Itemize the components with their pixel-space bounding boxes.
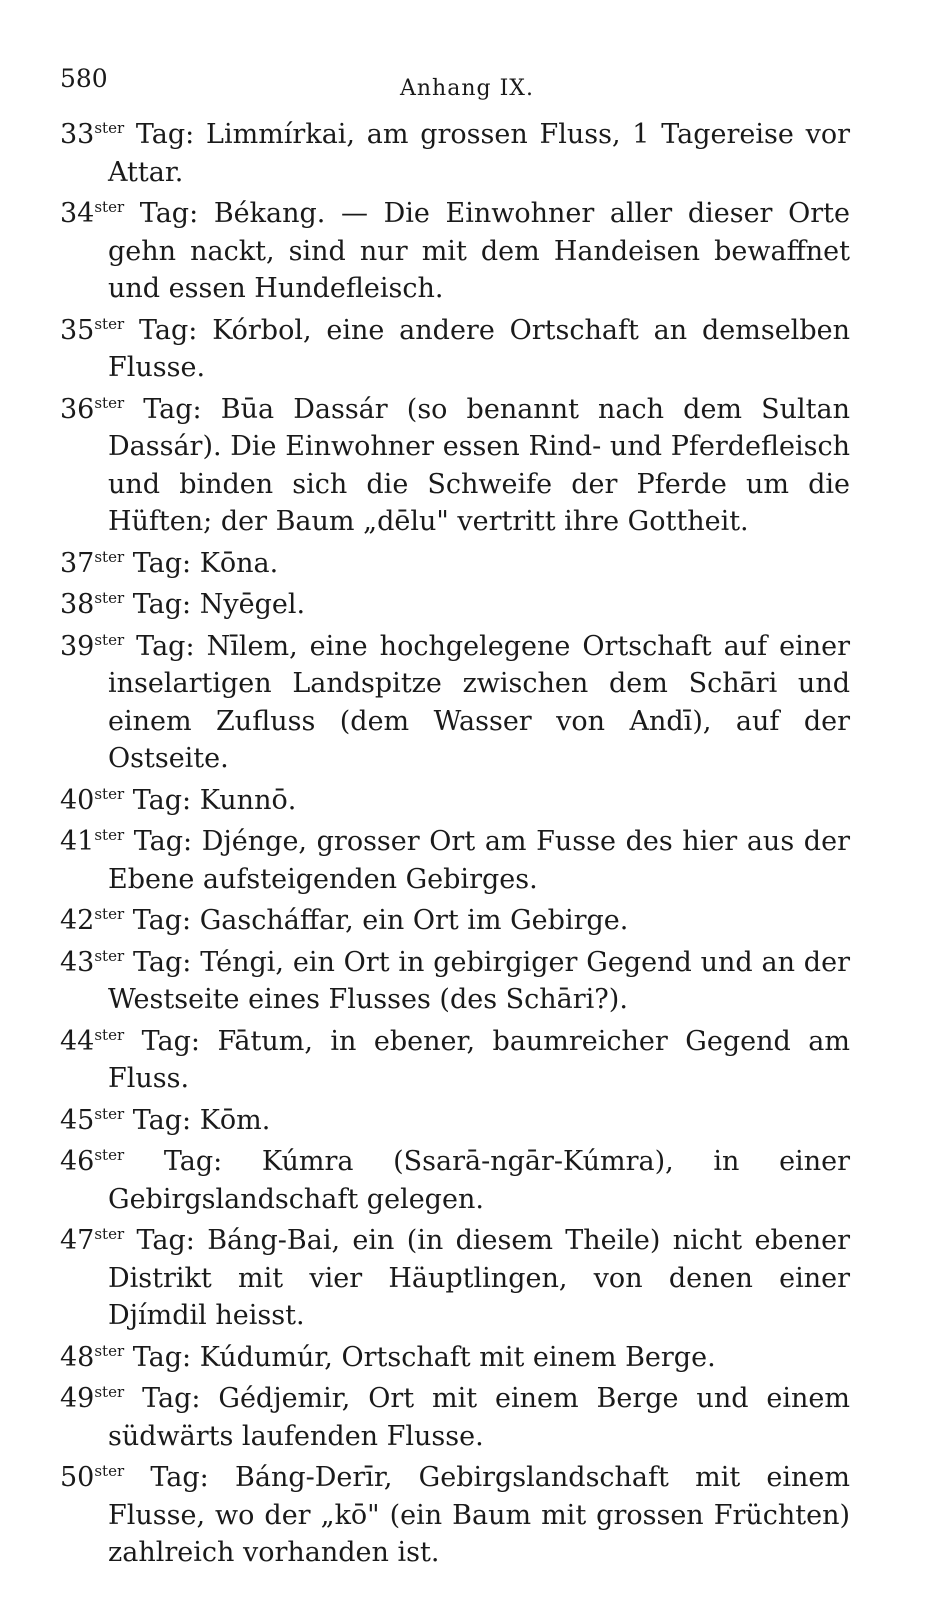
day-label: Tag: [132,905,192,936]
day-suffix: ster [94,1225,125,1243]
day-suffix: ster [94,547,125,566]
entry-text: Nyēgel. [199,589,306,620]
entry-text: Djénge, grosser Ort am Fusse des hier aus der Ebene aufsteigenden Gebirges. [108,826,850,895]
itinerary-entry [60,312,850,387]
entry-text: Limmírkai, am grossen Fluss, 1 Tagereise vor Attar. [108,119,850,188]
day-label: Tag: [136,630,195,662]
day-suffix: ster [94,119,125,137]
day-label: Tag: [138,314,198,346]
day-label: Tag: [132,784,192,816]
day-suffix: ster [94,314,125,333]
day-label: Tag: [132,1104,192,1136]
day-number: 48 [60,1341,95,1373]
day-label: Tag: [132,589,192,620]
running-title: Anhang IX. [400,76,534,101]
running-head [60,64,860,104]
entry-text: Báng-Derīr, Gebirgslandschaft mit einem Flusse, wo der „kō" (ein Baum mit grossen Früchten) zahlreich vorhanden ist. [108,1462,850,1568]
entry-text: Báng-Bai, ein (in diesem Theile) nicht ebener Distrikt mit vier Häuptlingen, von denen einer Djímdil heisst. [108,1225,850,1331]
itinerary-entry [60,1459,850,1572]
itinerary-entries [60,116,850,1576]
day-number: 34 [60,198,95,229]
day-label: Tag: [150,1462,209,1493]
day-suffix: ster [94,905,125,923]
entry-text: Téngi, ein Ort in gebirgiger Gegend und an der Westseite eines Flusses (des Schāri?). [108,946,850,1015]
itinerary-entry [60,1102,850,1140]
day-number: 41 [60,826,95,857]
day-label: Tag: [132,946,192,978]
entry-text: Békang. — Die Einwohner aller dieser Orte gehn nackt, sind nur mit dem Handeisen bewaffnet und essen Hundefleisch. [108,198,850,304]
day-suffix: ster [94,589,125,607]
day-label: Tag: [142,1383,201,1414]
entry-text: Kúmra (Ssarā-ngār-Kúmra), in einer Gebirgslandschaft gelegen. [108,1146,850,1215]
day-label: Tag: [132,547,192,579]
day-label: Tag: [133,826,193,857]
entry-text: Kórbol, eine andere Ortschaft an demselben Flusse. [108,314,850,383]
page-number: 580 [60,64,108,93]
day-number: 50 [60,1462,95,1493]
itinerary-entry [60,1339,850,1377]
day-label: Tag: [135,119,195,150]
entry-text: Gascháffar, ein Ort im Gebirge. [199,905,629,936]
entry-text: Fātum, in ebener, baumreicher Gegend am Fluss. [108,1025,850,1094]
itinerary-entry [60,944,850,1019]
itinerary-entry [60,628,850,778]
day-number: 44 [60,1025,95,1057]
day-label: Tag: [139,198,199,229]
day-suffix: ster [94,393,125,412]
itinerary-entry [60,195,850,308]
itinerary-entry [60,586,850,624]
day-suffix: ster [94,1462,125,1480]
day-number: 45 [60,1104,95,1136]
entry-text: Nīlem, eine hochgelegene Ortschaft auf einer inselartigen Landspitze zwischen dem Schāri und einem Zufluss (dem Wasser von Andī), auf der Ostseite. [108,630,850,774]
day-suffix: ster [94,784,125,803]
entry-text: Kúdumúr, Ortschaft mit einem Berge. [199,1341,716,1373]
day-number: 39 [60,630,95,662]
day-suffix: ster [94,198,125,216]
itinerary-entry [60,782,850,820]
day-number: 42 [60,905,95,936]
day-label: Tag: [132,1341,192,1373]
day-number: 49 [60,1383,95,1414]
day-suffix: ster [94,946,125,965]
entry-text: Kōna. [199,547,279,579]
entry-text: Būa Dassár (so benannt nach dem Sultan Dassár). Die Einwohner essen Rind- und Pferdefleisch und binden sich die Schweife der Pferde um die Hüften; der Baum „dēlu" vertritt ihre Gottheit. [108,393,850,537]
day-suffix: ster [94,630,125,649]
day-suffix: ster [94,1383,125,1401]
day-label: Tag: [143,393,202,425]
day-suffix: ster [94,826,125,844]
itinerary-entry [60,902,850,940]
entry-text: Kōm. [199,1104,271,1136]
day-number: 47 [60,1225,95,1256]
day-number: 35 [60,314,95,346]
day-number: 38 [60,589,95,620]
itinerary-entry [60,1380,850,1455]
day-suffix: ster [94,1104,125,1123]
itinerary-entry [60,1222,850,1335]
itinerary-entry [60,1143,850,1218]
day-label: Tag: [141,1025,201,1057]
day-label: Tag: [136,1225,195,1256]
entry-text: Kunnō. [199,784,297,816]
itinerary-entry [60,116,850,191]
day-suffix: ster [94,1341,125,1360]
day-number: 40 [60,784,95,816]
day-number: 36 [60,393,95,425]
day-suffix: ster [94,1025,125,1044]
day-number: 46 [60,1146,95,1177]
itinerary-entry [60,545,850,583]
day-suffix: ster [94,1146,125,1164]
itinerary-entry [60,823,850,898]
day-label: Tag: [163,1146,223,1177]
day-number: 43 [60,946,95,978]
day-number: 33 [60,119,95,150]
entry-text: Gédjemir, Ort mit einem Berge und einem südwärts laufenden Flusse. [108,1383,850,1452]
day-number: 37 [60,547,95,579]
itinerary-entry [60,1023,850,1098]
itinerary-entry [60,391,850,541]
